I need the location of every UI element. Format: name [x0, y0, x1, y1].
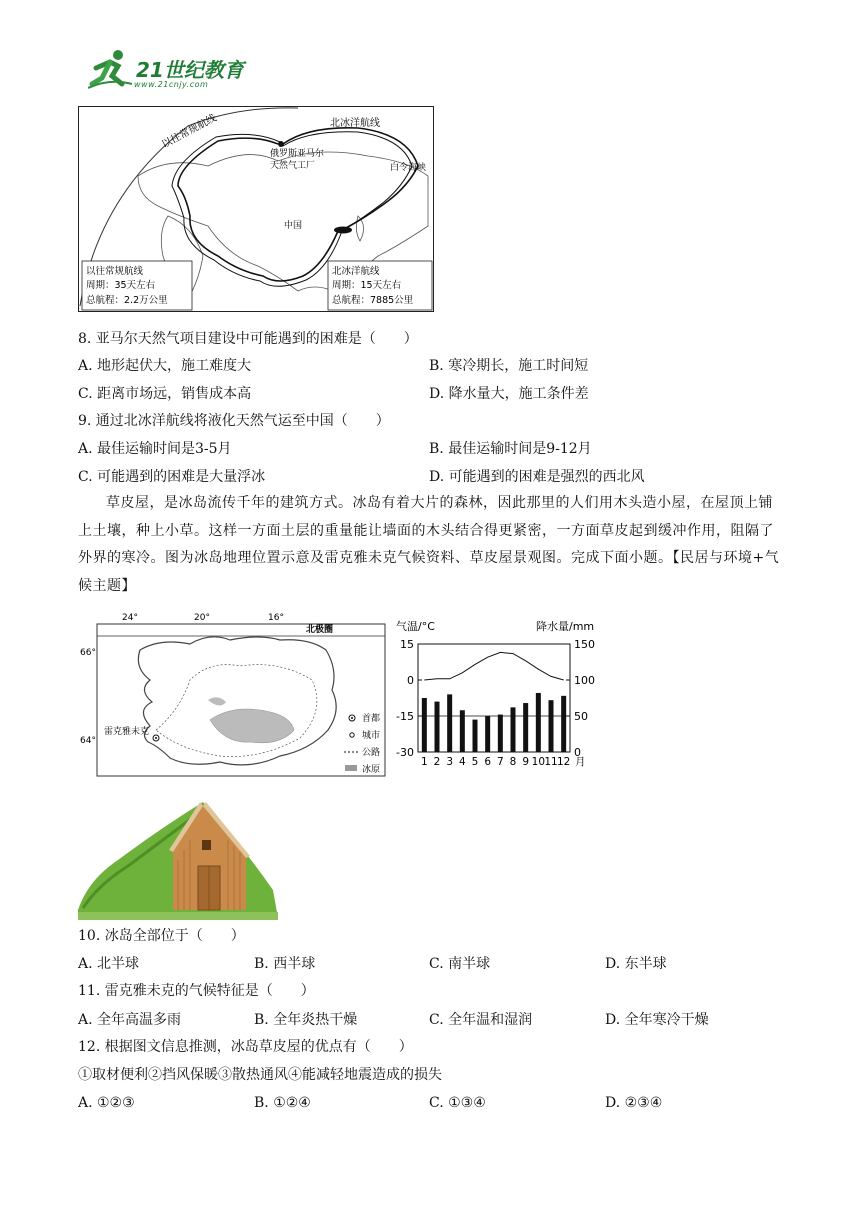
q10-option-d: D. 东半球 [605, 956, 667, 972]
legend-capital-label: 首都 [362, 714, 381, 724]
turf-house-photo [78, 800, 278, 920]
precip-tick-label: 50 [574, 710, 588, 723]
q11-option-b: B. 全年炎热干燥 [254, 1012, 358, 1028]
strait-label: 白令海峡 [390, 163, 427, 173]
precip-tick-label: 150 [574, 638, 595, 651]
q12-option-a: A. ①②③ [78, 1095, 135, 1111]
precip-bar [447, 694, 452, 752]
q11-option-d: D. 全年寒冷干燥 [605, 1012, 709, 1028]
q10-option-b: B. 西半球 [254, 956, 316, 972]
lon-24-label: 24° [122, 613, 138, 623]
precip-bar [498, 715, 503, 752]
q9-option-a: A. 最佳运输时间是3-5月 [78, 441, 232, 457]
precip-tick-label: 0 [574, 746, 581, 759]
precip-bar [511, 707, 516, 752]
month-tick-label: 5 [471, 756, 479, 768]
q12-option-d: D. ②③④ [605, 1095, 663, 1111]
q9-option-b: B. 最佳运输时间是9-12月 [429, 441, 592, 457]
legend-arctic-distance: 总航程：7885公里 [332, 295, 414, 306]
q11-option-c: C. 全年温和湿润 [429, 1012, 533, 1028]
climate-chart [388, 616, 600, 770]
month-tick-label: 1 [420, 756, 428, 768]
temperature-line [424, 652, 563, 680]
plant-label-2: 天然气工厂 [270, 161, 316, 171]
precip-bar [435, 702, 440, 752]
precip-bar [473, 720, 478, 752]
q12-options-line: ①取材便利②挡风保暖③散热通风④能减轻地震造成的损失 [78, 1067, 442, 1083]
runner-logo-icon [88, 48, 132, 90]
q8-stem: 8. 亚马尔天然气项目建设中可能遇到的困难是（ ） [78, 331, 418, 347]
logo [88, 48, 258, 92]
legend-road-label: 公路 [362, 748, 381, 758]
logo-brand: 21世纪教育 [136, 58, 244, 82]
q10-stem: 10. 冰岛全部位于（ ） [78, 928, 245, 944]
temperature-tick-label: -30 [396, 746, 414, 759]
q12-stem: 12. 根据图文信息推测，冰岛草皮屋的优点有（ ） [78, 1039, 413, 1055]
q9-option-d: D. 可能遇到的困难是强烈的西北风 [429, 469, 645, 485]
month-tick-label: 2 [433, 756, 441, 768]
iceland-map [80, 610, 386, 778]
temperature-tick-label: 0 [407, 674, 414, 687]
month-tick-label: 10 [531, 756, 546, 768]
legend-city-label: 城市 [362, 731, 381, 741]
precip-bar [523, 703, 528, 752]
q10-option-a: A. 北半球 [78, 956, 140, 972]
q9-stem: 9. 通过北冰洋航线将液化天然气运至中国（ ） [78, 413, 390, 429]
logo-url: www.21cnjy.com [134, 80, 209, 89]
china-port-marker [334, 227, 352, 234]
window [202, 840, 211, 850]
plant-marker [278, 141, 284, 147]
precip-bar [561, 696, 566, 752]
lon-20-label: 20° [194, 613, 210, 623]
q8-option-a: A. 地形起伏大，施工难度大 [78, 358, 252, 374]
legend-regular-period: 周期：35天左右 [86, 280, 156, 291]
chart-ylabel-left: 气温/°C [396, 620, 435, 633]
reading-passage: 草皮屋，是冰岛流传千年的建筑方式。冰岛有着大片的森林，因此那里的人们用木头造小屋，在屋顶上铺上土壤，种上小草。这样一方面土层的重量能让墙面的木头结合得更紧密，一方面草皮起到缓冲作用，阻隔了外界的寒冷。图为冰岛地理位置示意及雷克雅未克气候资料、草皮屋景观图。完成下面小题。【民居与环境+气候主题】 [78, 495, 780, 594]
legend-glacier-label: 冰原 [362, 765, 381, 775]
month-tick-label: 9 [522, 756, 530, 768]
month-tick-label: 3 [446, 756, 454, 768]
q11-option-a: A. 全年高温多雨 [78, 1012, 182, 1028]
q11-stem: 11. 雷克雅未克的气候特征是（ ） [78, 983, 315, 999]
legend-glacier-icon [345, 765, 357, 771]
arctic-route-map [78, 106, 434, 312]
precip-bar [422, 698, 427, 752]
precip-bar [536, 693, 541, 752]
temperature-tick-label: -15 [396, 710, 414, 723]
precip-tick-label: 100 [574, 674, 595, 687]
month-suffix-label: 月 [575, 756, 586, 768]
regular-route-label: 以往常规航线 [160, 112, 219, 151]
lat-66-label: 66° [80, 648, 96, 658]
precip-bar [460, 710, 465, 752]
q12-option-c: C. ①③④ [429, 1095, 486, 1111]
precip-bar [485, 716, 490, 752]
q9-option-c: C. 可能遇到的困难是大量浮冰 [78, 469, 266, 485]
q8-option-c: C. 距离市场远，销售成本高 [78, 386, 252, 402]
legend-arctic-period: 周期：15天左右 [332, 280, 402, 291]
q12-option-b: B. ①②④ [254, 1095, 311, 1111]
lat-64-label: 64° [80, 736, 96, 746]
plant-label-1: 俄罗斯亚马尔 [270, 149, 325, 159]
arctic-circle-label: 北极圈 [306, 625, 334, 635]
legend-arctic-title: 北冰洋航线 [332, 266, 380, 277]
chart-ylabel-right: 降水量/mm [536, 620, 595, 633]
month-tick-label: 11 [544, 756, 558, 768]
legend-regular-title: 以往常规航线 [86, 266, 144, 277]
month-tick-label: 4 [458, 756, 466, 768]
capital-label: 雷克雅未克 [104, 727, 150, 737]
temperature-tick-label: 15 [400, 638, 414, 651]
lon-16-label: 16° [268, 613, 284, 623]
q8-option-b: B. 寒冷期长，施工时间短 [429, 358, 589, 374]
month-tick-label: 8 [509, 756, 517, 768]
arctic-route-label: 北冰洋航线 [330, 118, 380, 129]
legend-regular-distance: 总航程：2.2万公里 [86, 295, 168, 306]
q8-option-d: D. 降水量大，施工条件差 [429, 386, 589, 402]
plot-frame [418, 644, 570, 752]
q10-option-c: C. 南半球 [429, 956, 491, 972]
month-tick-label: 6 [484, 756, 492, 768]
china-label: 中国 [284, 221, 303, 231]
month-tick-label: 12 [556, 756, 571, 768]
month-tick-label: 7 [496, 756, 504, 768]
precip-bar [549, 700, 554, 752]
